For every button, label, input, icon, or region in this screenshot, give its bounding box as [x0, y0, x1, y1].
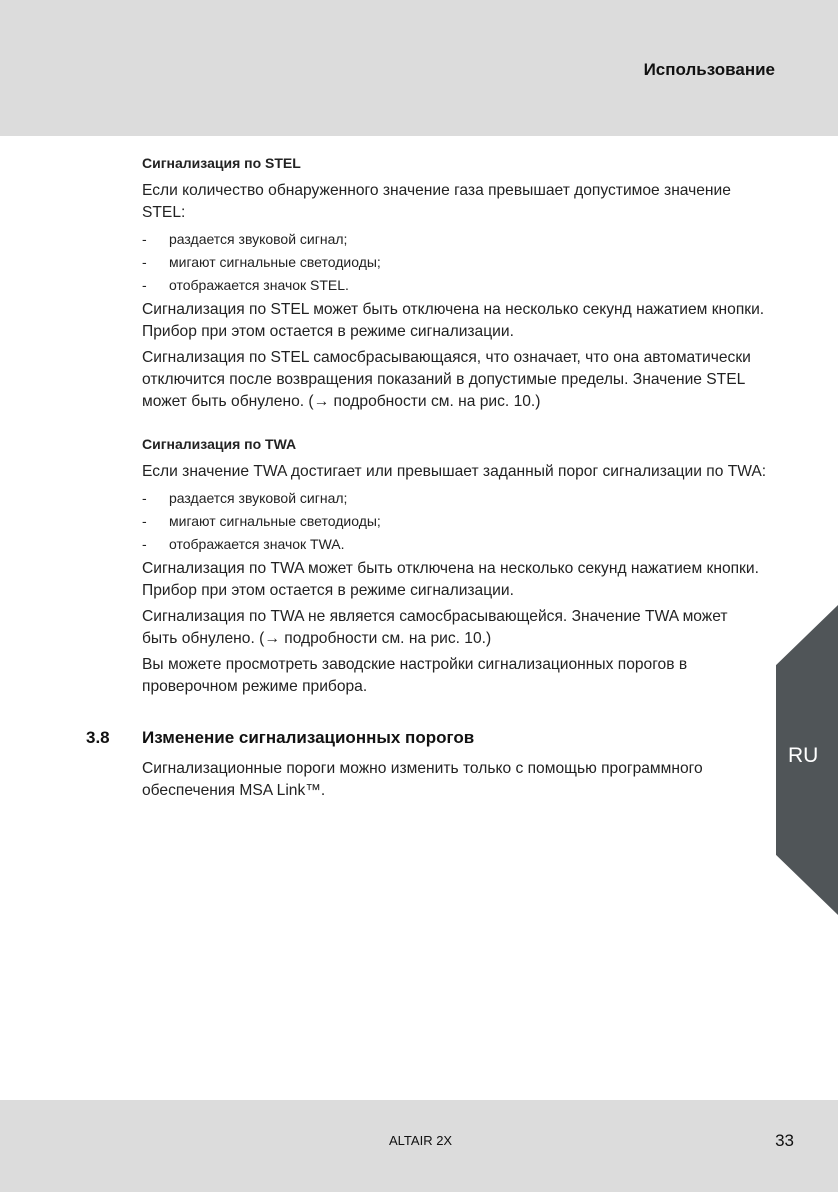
footer-product-name: ALTAIR 2X: [389, 1133, 453, 1148]
page-content: [86, 154, 767, 806]
list-item: - отображается значок STEL.: [142, 274, 767, 297]
list-item: - мигают сигнальные светодиоды;: [142, 251, 767, 274]
twa-intro: Если значение TWA достигает или превышает заданный порог сигнализации по TWA:: [142, 463, 767, 480]
stel-heading: Сигнализация по STEL: [142, 155, 301, 171]
header-title: Использование: [643, 60, 775, 79]
twa-bullet-list: [142, 487, 767, 556]
twa-heading: Сигнализация по TWA: [142, 436, 297, 452]
language-tab-label: RU: [788, 744, 819, 767]
section-text: Сигнализационные пороги можно изменить только с помощью программного обеспечения MSA Link™.: [142, 760, 703, 799]
list-item: - раздается звуковой сигнал;: [142, 487, 767, 510]
twa-paragraph-3: Вы можете просмотреть заводские настройки сигнализационных порогов в проверочном режиме прибора.: [142, 656, 688, 695]
twa-paragraph-1: Сигнализация по TWA может быть отключена на несколько секунд нажатием кнопки. Прибор при этом остается в режиме сигнализации.: [142, 560, 759, 599]
list-item: - отображается значок TWA.: [142, 533, 767, 556]
list-item: - мигают сигнальные светодиоды;: [142, 510, 767, 533]
section-number: 3.8: [86, 728, 110, 747]
page-header: [0, 0, 838, 136]
stel-paragraph-2: Сигнализация по STEL самосбрасывающаяся, что означает, что она автоматически отключится после возвращения показаний в допустимые пределы. Значение STEL может быть обнулено. (→ подробности см. на рис. 10.): [142, 349, 751, 410]
twa-paragraph-2: Сигнализация по TWA не является самосбрасывающейся. Значение TWA может быть обнулено. (→ подробности см. на рис. 10.): [142, 608, 728, 647]
list-item: - раздается звуковой сигнал;: [142, 228, 767, 251]
stel-paragraph-1: Сигнализация по STEL может быть отключена на несколько секунд нажатием кнопки. Прибор при этом остается в режиме сигнализации.: [142, 301, 765, 340]
page-footer: [0, 1100, 838, 1192]
page-number: 33: [775, 1131, 794, 1150]
stel-intro: Если количество обнаруженного значение газа превышает допустимое значение STEL:: [142, 182, 731, 221]
section-title: Изменение сигнализационных порогов: [142, 728, 475, 747]
section-heading: [86, 726, 767, 750]
stel-bullet-list: [142, 228, 767, 297]
